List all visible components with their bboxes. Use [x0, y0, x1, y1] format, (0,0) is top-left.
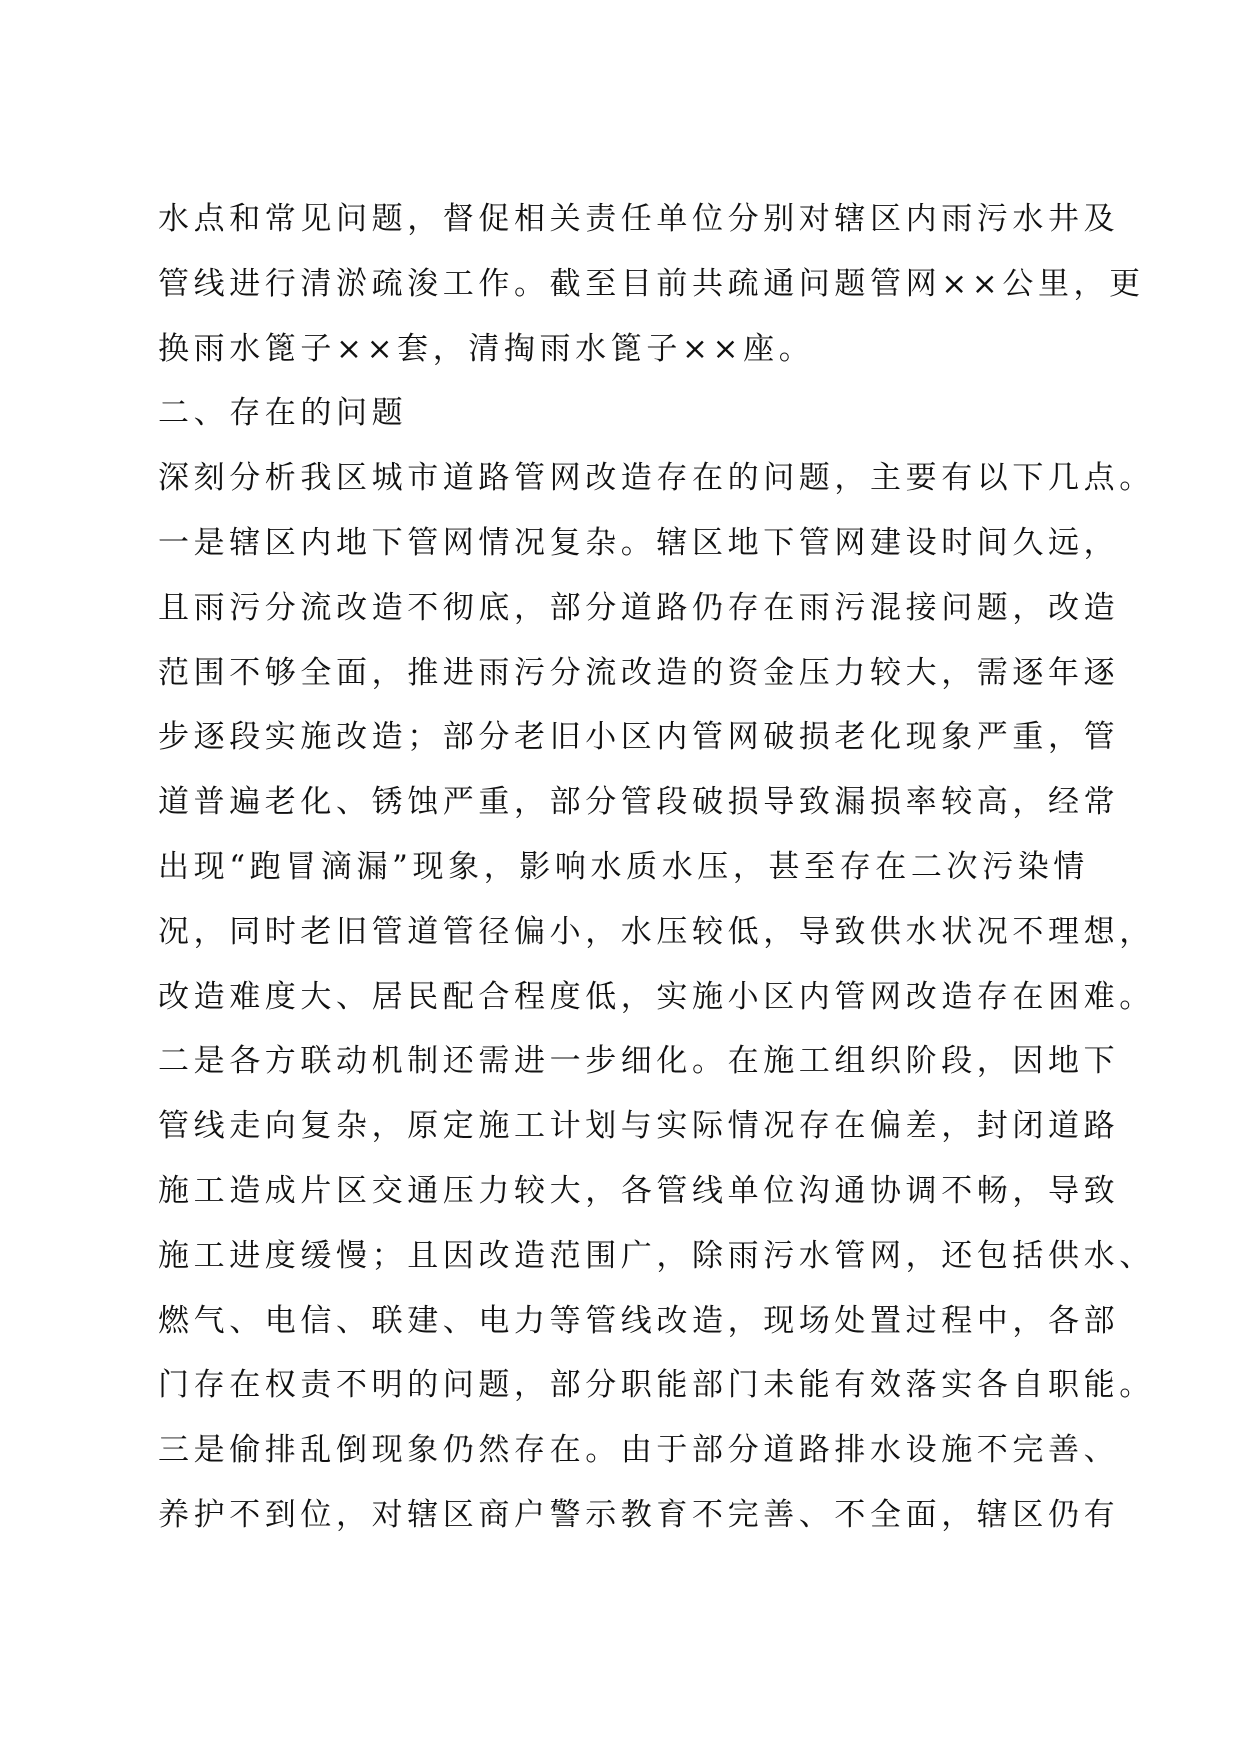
text-line: 况，同时老旧管道管径偏小，水压较低，导致供水状况不理想， — [158, 913, 1155, 950]
text-line: 步逐段实施改造；部分老旧小区内管网破损老化现象严重，管 — [158, 719, 1120, 756]
text-line: 一是辖区内地下管网情况复杂。辖区地下管网建设时间久远， — [158, 524, 1120, 561]
text-line: 养护不到位，对辖区商户警示教育不完善、不全面，辖区仍有 — [158, 1496, 1120, 1533]
text-line: 范围不够全面，推进雨污分流改造的资金压力较大，需逐年逐 — [158, 654, 1120, 691]
text-line: 管线进行清淤疏浚工作。截至目前共疏通问题管网××公里，更 — [158, 265, 1145, 302]
section-heading: 二、存在的问题 — [158, 395, 408, 432]
text-line: 三是偷排乱倒现象仍然存在。由于部分道路排水设施不完善、 — [158, 1432, 1120, 1469]
text-line: 管线走向复杂，原定施工计划与实际情况存在偏差，封闭道路 — [158, 1108, 1120, 1145]
text-line: 深刻分析我区城市道路管网改造存在的问题，主要有以下几点。 — [158, 460, 1155, 497]
text-line: 施工进度缓慢；且因改造范围广，除雨污水管网，还包括供水、 — [158, 1237, 1155, 1274]
text-line: 道普遍老化、锈蚀严重，部分管段破损导致漏损率较高，经常 — [158, 784, 1120, 821]
text-line: 施工造成片区交通压力较大，各管线单位沟通协调不畅，导致 — [158, 1172, 1120, 1209]
text-line: 改造难度大、居民配合程度低，实施小区内管网改造存在困难。 — [158, 978, 1155, 1015]
text-line: 换雨水篦子××套，清掏雨水篦子××座。 — [158, 330, 815, 367]
text-line: 且雨污分流改造不彻底，部分道路仍存在雨污混接问题，改造 — [158, 589, 1120, 626]
text-line: 燃气、电信、联建、电力等管线改造，现场处置过程中，各部 — [158, 1302, 1120, 1339]
body-text — [158, 187, 1155, 1548]
text-line: 水点和常见问题，督促相关责任单位分别对辖区内雨污水井及 — [158, 201, 1120, 237]
text-line: 出现“跑冒滴漏”现象，影响水质水压，甚至存在二次污染情 — [158, 848, 1089, 885]
text-line: 二是各方联动机制还需进一步细化。在施工组织阶段，因地下 — [158, 1043, 1120, 1080]
text-line: 门存在权责不明的问题，部分职能部门未能有效落实各自职能。 — [158, 1367, 1155, 1404]
